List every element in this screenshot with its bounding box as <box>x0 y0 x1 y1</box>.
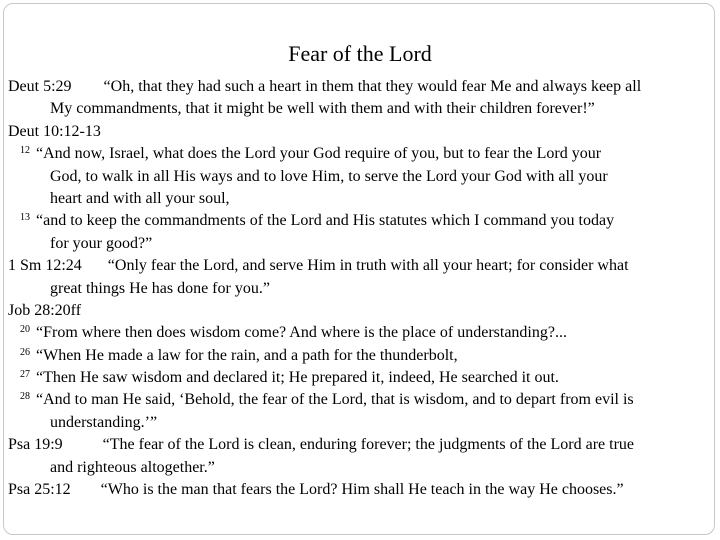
verse-number: 20 <box>20 324 30 336</box>
passage-psa25-line1 <box>8 479 716 501</box>
passage-text: “And to man He said, ‘Behold, the fear of the Lord, that is wisdom, and to depart from evil is <box>36 391 634 409</box>
verse-number: 28 <box>20 391 30 403</box>
passage-text: “When He made a law for the rain, and a path for the thunderbolt, <box>36 346 458 364</box>
passage-text: “Oh, that they had such a heart in them that they would fear Me and always keep all <box>103 78 642 95</box>
passage-text: great things He has done for you.” <box>50 279 270 297</box>
verse-number: 26 <box>20 346 30 358</box>
passage-job-v27 <box>8 367 716 389</box>
passage-deut5-line2 <box>8 98 716 120</box>
passage-ref: Job 28:20ff <box>8 301 82 319</box>
verse-number: 12 <box>20 145 30 157</box>
passage-sam-line2 <box>8 278 716 300</box>
passage-job-ref <box>8 300 716 322</box>
passage-text: for your good?” <box>50 234 153 252</box>
passage-psa19-line2 <box>8 457 716 479</box>
passage-ref: Psa 25:12 <box>8 481 71 499</box>
verse-number: 13 <box>20 212 30 224</box>
passage-ref: 1 Sm 12:24 <box>8 257 82 275</box>
passage-job-v28-line1 <box>8 389 716 411</box>
passage-ref: Psa 19:9 <box>8 436 63 454</box>
passage-deut10-v13-line1 <box>8 210 716 232</box>
passage-job-v28-line2 <box>8 412 716 434</box>
verse-number: 27 <box>20 369 30 381</box>
passage-deut10-v12-line3 <box>8 188 716 210</box>
passage-deut10-ref <box>8 121 716 143</box>
passage-psa19-line1 <box>8 434 716 456</box>
passage-job-v26 <box>8 345 716 367</box>
passage-text: “Then He saw wisdom and declared it; He prepared it, indeed, He searched it out. <box>36 369 559 387</box>
passage-list <box>8 76 716 501</box>
passage-text: heart and with all your soul, <box>50 189 230 207</box>
passage-ref: Deut 5:29 <box>8 78 72 95</box>
passage-text: and righteous altogether.” <box>50 458 215 476</box>
slide-title: Fear of the Lord <box>288 41 432 66</box>
passage-text: My commandments, that it might be well with them and with their children forever!” <box>50 100 595 118</box>
passage-text: “Who is the man that fears the Lord? Him shall He teach in the way He chooses.” <box>100 481 624 499</box>
passage-text: “And now, Israel, what does the Lord your God require of you, but to fear the Lord your <box>36 145 602 163</box>
passage-text: “From where then does wisdom come? And where is the place of understanding?... <box>36 324 567 342</box>
passage-deut5-line1 <box>8 76 716 98</box>
passage-text: “Only fear the Lord, and serve Him in truth with all your heart; for consider what <box>107 257 629 275</box>
passage-deut10-v12-line2 <box>8 166 716 188</box>
passage-sam-line1 <box>8 255 716 277</box>
passage-deut10-v13-line2 <box>8 233 716 255</box>
passage-text: God, to walk in all His ways and to love Him, to serve the Lord your God with all your <box>50 167 608 185</box>
passage-text: understanding.’” <box>50 413 158 431</box>
passage-text: “The fear of the Lord is clean, enduring forever; the judgments of the Lord are true <box>102 436 635 454</box>
passage-job-v20 <box>8 322 716 344</box>
passage-deut10-v12-line1 <box>8 143 716 165</box>
passage-ref: Deut 10:12-13 <box>8 122 101 140</box>
passage-text: “and to keep the commandments of the Lord and His statutes which I command you today <box>36 212 615 230</box>
